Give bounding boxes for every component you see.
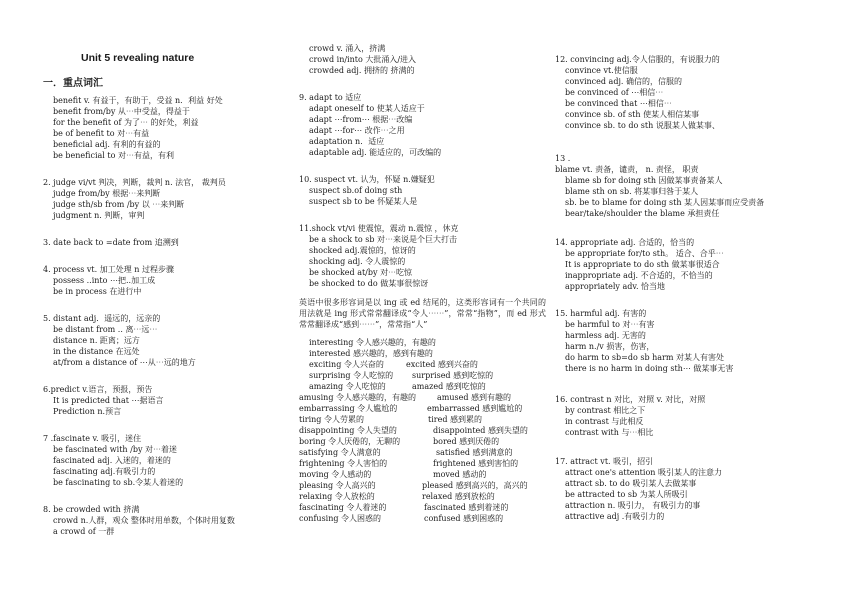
- entry-heading: 11.shock vt/vi 使震惊，震动 n.震惊 ，休克: [299, 224, 459, 233]
- entry-line: adapt ⋯from⋯ 根据⋯改编: [309, 115, 413, 124]
- adjective-pair-left: fascinating 令人着迷的: [299, 503, 387, 512]
- adjective-pair-right: amazed 感到吃惊的: [412, 382, 486, 391]
- adjective-pair-right: bored 感到厌倦的: [433, 437, 500, 446]
- entry-line: at/from a distance of ⋯从⋯远的地方: [53, 358, 196, 367]
- entry-line: Prediction n.预言: [53, 407, 122, 416]
- adjective-pair-left: moving 令人感动的: [299, 470, 372, 479]
- grammar-note-paragraph: 英语中很多形容词是以 ing 或 ed 结尾的，这类形容词有一个共同的用法就是 ing 形式常常翻译成“令人⋯⋯”，常常“指物”，而 ed 形式常常翻译成“感到⋯⋯”，常常指“人”: [299, 298, 546, 329]
- adjective-pair-right: amused 感到有趣的: [437, 393, 512, 402]
- adjective-pair-left: interested 感兴趣的，感到有趣的: [309, 349, 433, 358]
- adjective-pair-right: embarrassed 感到尴尬的: [427, 404, 523, 413]
- entry-line: attract one's attention 吸引某人的注意力: [565, 468, 722, 477]
- adjective-pair-right: tired 感到累的: [428, 415, 482, 424]
- entry-line: a crowd of 一群: [53, 527, 115, 536]
- entry-line: fascinating adj.有吸引力的: [53, 467, 156, 476]
- adjective-pair-left: surprising 令人吃惊的: [309, 371, 394, 380]
- entry-line: crowd v. 涌入，挤满: [309, 44, 386, 53]
- entry-line: be convinced that ⋯相信⋯: [565, 99, 672, 108]
- entry-line: It is appropriate to do sth 做某事很适合: [565, 260, 720, 269]
- adjective-pair-right: surprised 感到吃惊的: [412, 371, 494, 380]
- adjective-pair-right: relaxed 感到放松的: [422, 492, 495, 501]
- entry-line: in the distance 在远处: [53, 347, 140, 356]
- adjective-pair-left: exciting 令人兴奋的: [309, 360, 384, 369]
- entry-line: contrast with 与⋯相比: [565, 428, 654, 437]
- entry-line: blame sb for doing sth 因做某事责备某人: [565, 176, 723, 185]
- entry-line: crowded adj. 拥挤的 挤满的: [309, 66, 415, 75]
- adjective-pair-left: boring 令人厌倦的，无聊的: [299, 437, 401, 446]
- adjective-pair-right: excited 感到兴奋的: [406, 360, 478, 369]
- entry-line: there is no harm in doing sth⋯ 做某事无害: [565, 364, 734, 373]
- entry-line: possess ..into ⋯把..加工成: [53, 276, 156, 285]
- entry-line: appropriately adv. 恰当地: [565, 282, 666, 291]
- adjective-pair-left: interesting 令人感兴趣的，有趣的: [309, 338, 436, 347]
- entry-line: be appropriate for/to sth。 适合、合乎⋯: [565, 249, 724, 258]
- adjective-pair-right: moved 感动的: [433, 470, 487, 479]
- entry-line: distance n. 距离；远方: [53, 336, 140, 345]
- adjective-pair-left: confusing 令人困惑的: [299, 514, 382, 523]
- adjective-pair-left: tiring 令人劳累的: [299, 415, 364, 424]
- entry-heading: 13 .: [555, 154, 571, 163]
- entry-line: be a shock to sb 对⋯来说是个巨大打击: [309, 235, 457, 244]
- entry-line: shocking adj. 令人震惊的: [309, 257, 406, 266]
- adjective-pair-left: amusing 令人感兴趣的，有趣的: [299, 393, 416, 402]
- entry-line: by contrast 相比之下: [565, 406, 646, 415]
- entry-heading: 9. adapt to 适应: [299, 93, 362, 102]
- adjective-pair-left: amazing 令人吃惊的: [309, 382, 386, 391]
- entry-line: be of benefit to 对⋯有益: [53, 129, 150, 138]
- adjective-pair-right: fascinated 感到着迷的: [424, 503, 509, 512]
- entry-line: benefit v. 有益于，有助于，受益 n．利益 好处: [53, 96, 223, 105]
- entry-line: judge from/by 根据⋯来判断: [53, 189, 161, 198]
- entry-line: sb. be to blame for doing sth 某人因某事而应受责备: [565, 198, 765, 207]
- entry-line: convinced adj. 确信的，信服的: [565, 77, 683, 86]
- entry-heading: 16. contrast n 对比，对照 v. 对比，对照: [555, 395, 706, 404]
- entry-line: blame sth on sb. 将某事归咎于某人: [565, 187, 699, 196]
- adjective-pair-right: satisfied 感到满意的: [436, 448, 513, 457]
- entry-heading: 12. convincing adj.令人信服的，有说服力的: [555, 55, 720, 64]
- entry-line: crowd n.人群，观众 整体时用单数，个体时用复数: [53, 516, 235, 525]
- entry-line: suspect sb.of doing sth: [309, 186, 403, 195]
- adjective-pair-right: frightened 感到害怕的: [433, 459, 519, 468]
- entry-line: be fascinating to sb.令某人着迷的: [53, 478, 184, 487]
- entry-line: judge sth/sb from /by 以 ⋯来判断: [53, 200, 185, 209]
- entry-line: benefit from/by 从⋯中受益，得益于: [53, 107, 190, 116]
- entry-heading: 4. process vt. 加工处理 n 过程步骤: [43, 265, 174, 274]
- entry-line: convince sb. to do sth 说服某人做某事、: [565, 121, 720, 130]
- document-title: Unit 5 revealing nature: [81, 52, 195, 64]
- entry-line: do harm to sb=do sb harm 对某人有害处: [565, 353, 724, 362]
- entry-line: adapt ⋯for⋯ 改作⋯之用: [309, 126, 405, 135]
- entry-line: attract sb. to do 吸引某人去做某事: [565, 479, 697, 488]
- entry-line: in contrast 与此相反: [565, 417, 644, 426]
- entry-line: be harmful to 对⋯有害: [565, 320, 655, 329]
- entry-line: attraction n. 吸引力， 有吸引力的事: [565, 501, 701, 510]
- adjective-pair-right: pleased 感到高兴的，高兴的: [422, 481, 528, 490]
- entry-line: attractive adj .有吸引力的: [565, 512, 665, 521]
- entry-line: judgment n. 判断，审判: [53, 211, 145, 220]
- section-heading: 一．重点词汇: [43, 78, 103, 89]
- entry-line: be distant from .. 离⋯远⋯: [53, 325, 158, 334]
- entry-line: shocked adj.震惊的，惊讶的: [309, 246, 416, 255]
- entry-heading: 10. suspect vt. 认为，怀疑 n.嫌疑犯: [299, 175, 435, 184]
- entry-line: beneficial adj. 有利的有益的: [53, 140, 161, 149]
- entry-heading: 14. appropriate adj. 合适的，恰当的: [555, 238, 695, 247]
- entry-line: be in process 在进行中: [53, 287, 142, 296]
- entry-line: suspect sb to be 怀疑某人是: [309, 197, 418, 206]
- entry-line: fascinated adj. 入迷的，着迷的: [53, 456, 171, 465]
- entry-heading: 17. attract vt. 吸引，招引: [555, 457, 654, 466]
- adjective-pair-left: satisfying 令人满意的: [299, 448, 381, 457]
- adjective-pair-right: disappointed 感到失望的: [433, 426, 528, 435]
- entry-line: inappropriate adj. 不合适的，不恰当的: [565, 271, 713, 280]
- entry-heading: 15. harmful adj. 有害的: [555, 309, 647, 318]
- entry-line: adapt oneself to 使某人适应于: [309, 104, 425, 113]
- entry-line: convince vt.使信服: [565, 66, 638, 75]
- entry-heading: 5. distant adj．遥远的，远亲的: [43, 314, 161, 323]
- adjective-pair-left: disappointing 令人失望的: [299, 426, 397, 435]
- entry-line: harmless adj. 无害的: [565, 331, 646, 340]
- entry-line: be shocked at/by 对⋯吃惊: [309, 268, 413, 277]
- adjective-pair-left: pleasing 令人高兴的: [299, 481, 376, 490]
- entry-heading: 7 .fascinate v. 吸引，迷住: [43, 434, 142, 443]
- entry-line: for the benefit of 为了⋯ 的好处，利益: [53, 118, 199, 127]
- entry-line: be convinced of ⋯相信⋯: [565, 88, 664, 97]
- adjective-pair-left: relaxing 令人放松的: [299, 492, 375, 501]
- entry-line: convince sb. of sth 使某人相信某事: [565, 110, 700, 119]
- entry-line: be fascinated with /by 对⋯着迷: [53, 445, 178, 454]
- entry-line: adaptable adj. 能适应的，可改编的: [309, 148, 442, 157]
- entry-line: be shocked to do 做某事很惊讶: [309, 279, 429, 288]
- entry-line: crowd in/into 大批涌入/进入: [309, 55, 417, 64]
- adjective-pair-left: embarrassing 令人尴尬的: [299, 404, 398, 413]
- entry-heading: 6.predict v.语言，预报，预告: [43, 385, 153, 394]
- entry-line: adaptation n．适应: [309, 137, 385, 146]
- adjective-pair-left: frightening 令人害怕的: [299, 459, 388, 468]
- entry-heading: 3. date back to =date from 追溯到: [43, 238, 179, 247]
- entry-line: be attracted to sb 为某人所吸引: [565, 490, 688, 499]
- entry-heading: 2. judge vi/vt 判决，判断，裁判 n. 法官， 裁判员: [43, 178, 226, 187]
- adjective-pair-right: confused 感到困惑的: [424, 514, 504, 523]
- entry-line: bear/take/shoulder the blame 承担责任: [565, 209, 720, 218]
- entry-line: be beneficial to 对⋯有益，有利: [53, 151, 174, 160]
- entry-heading: blame vt. 责备，谴责， n. 责怪， 职责: [555, 165, 699, 174]
- entry-line: It is predicted that ⋯据语言: [53, 396, 164, 405]
- entry-line: harm n./v 损害，伤害，: [565, 342, 655, 351]
- entry-heading: 8. be crowded with 挤满: [43, 505, 140, 514]
